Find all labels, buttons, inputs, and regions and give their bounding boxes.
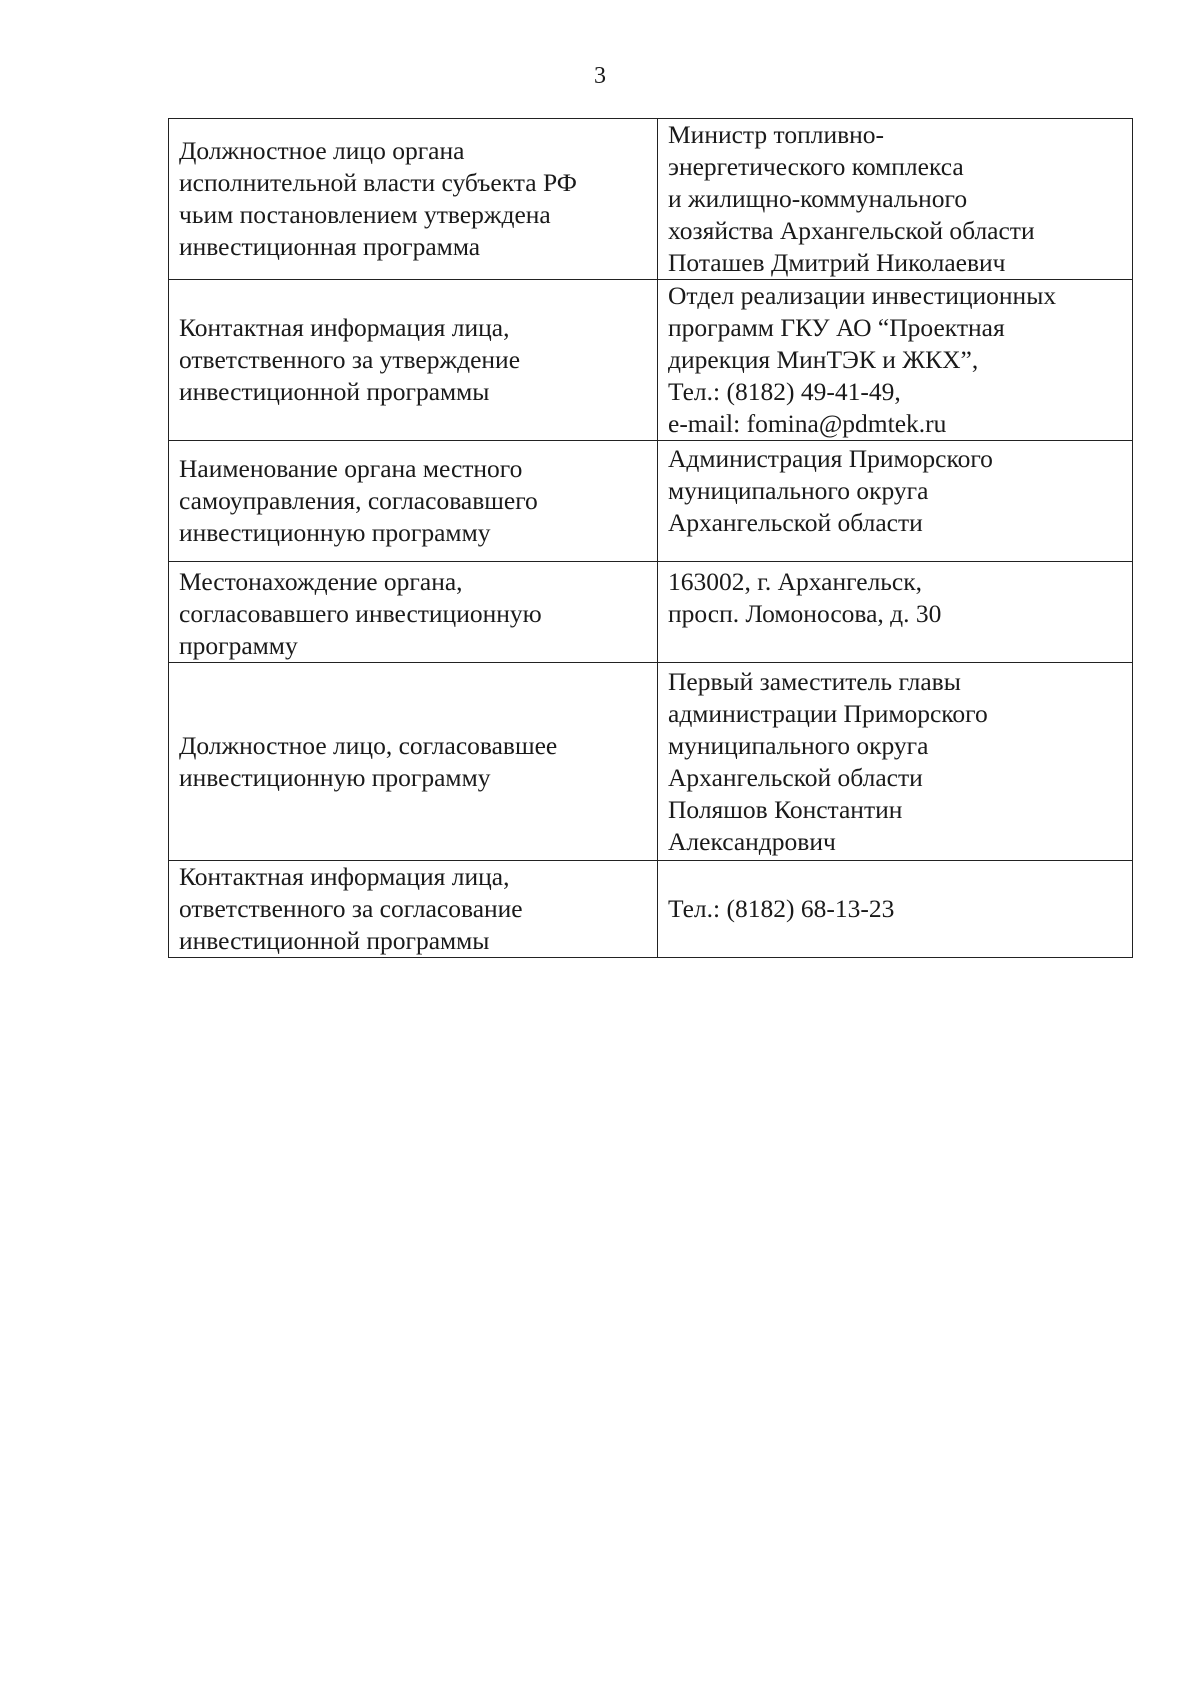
cell-line: инвестиционную программу <box>179 762 491 792</box>
cell-line: Должностное лицо органа <box>179 136 465 165</box>
cell-line: Александрович <box>668 826 836 856</box>
cell-line: Министр топливно- <box>668 120 885 149</box>
cell-line: дирекция МинТЭК и ЖКХ”, <box>668 345 979 374</box>
label-cell-local-authority-name <box>169 441 658 562</box>
label-cell-approving-official <box>169 119 658 280</box>
cell-line: Должностное лицо, согласовавшее <box>179 730 558 760</box>
cell-line: ответственного за утверждение <box>179 345 521 374</box>
cell-line: просп. Ломоносова, д. 30 <box>668 599 942 628</box>
cell-line: Поташев Дмитрий Николаевич <box>668 248 1006 277</box>
cell-line: инвестиционной программы <box>179 377 490 406</box>
cell-line: муниципального округа <box>668 476 929 505</box>
cell-line: Контактная информация лица, <box>179 862 510 891</box>
table-row-agreement-contact <box>169 861 1133 958</box>
cell-line: хозяйства Архангельской области <box>668 216 1035 245</box>
value-cell-authority-location <box>658 562 1133 663</box>
table-row-authority-location <box>169 562 1133 663</box>
cell-line: программ ГКУ АО “Проектная <box>668 313 1005 342</box>
cell-line: самоуправления, согласовавшего <box>179 486 538 515</box>
cell-line: чьим постановлением утверждена <box>179 200 551 229</box>
cell-line: инвестиционной программы <box>179 926 490 955</box>
value-cell-approval-contact <box>658 280 1133 441</box>
cell-line: Архангельской области <box>668 762 923 792</box>
email-address: e-mail: fomina@pdmtek.ru <box>668 409 947 438</box>
cell-line: Отдел реализации инвестиционных <box>668 281 1057 310</box>
cell-line: согласовавшего инвестиционную <box>179 599 542 628</box>
value-cell-agreeing-official <box>658 663 1133 861</box>
cell-line: Тел.: (8182) 49-41-49, <box>668 377 901 406</box>
table-row-agreeing-official <box>169 663 1133 861</box>
cell-line: администрации Приморского <box>668 698 988 728</box>
page-number: 3 <box>594 63 606 89</box>
cell-line: программу <box>179 631 298 660</box>
cell-line: Местонахождение органа, <box>179 567 463 596</box>
cell-line: инвестиционную программу <box>179 518 491 547</box>
label-cell-authority-location <box>169 562 658 663</box>
label-cell-agreeing-official <box>169 663 658 861</box>
investment-program-info-table <box>168 118 1133 958</box>
label-cell-agreement-contact <box>169 861 658 958</box>
cell-line: Администрация Приморского <box>668 444 993 473</box>
cell-line: инвестиционная программа <box>179 232 481 261</box>
cell-line: Архангельской области <box>668 508 923 537</box>
value-cell-local-authority-name <box>658 441 1133 562</box>
value-cell-approving-official <box>658 119 1133 280</box>
cell-line: Наименование органа местного <box>179 454 523 483</box>
cell-line: муниципального округа <box>668 730 929 760</box>
value-cell-agreement-contact <box>658 861 1133 958</box>
table-row-local-authority-name <box>169 441 1133 562</box>
table-row-approval-contact <box>169 280 1133 441</box>
label-cell-approval-contact <box>169 280 658 441</box>
cell-line: Поляшов Константин <box>668 794 903 824</box>
cell-line: Первый заместитель главы <box>668 666 961 696</box>
cell-line: ответственного за согласование <box>179 894 523 923</box>
cell-line: исполнительной власти субъекта РФ <box>179 168 577 197</box>
cell-line: 163002, г. Архангельск, <box>668 567 923 596</box>
table-row-approving-official <box>169 119 1133 280</box>
cell-line: энергетического комплекса <box>668 152 964 181</box>
phone-number: Тел.: (8182) 68-13-23 <box>668 894 895 923</box>
cell-line: Контактная информация лица, <box>179 313 510 342</box>
cell-line: и жилищно-коммунального <box>668 184 968 213</box>
